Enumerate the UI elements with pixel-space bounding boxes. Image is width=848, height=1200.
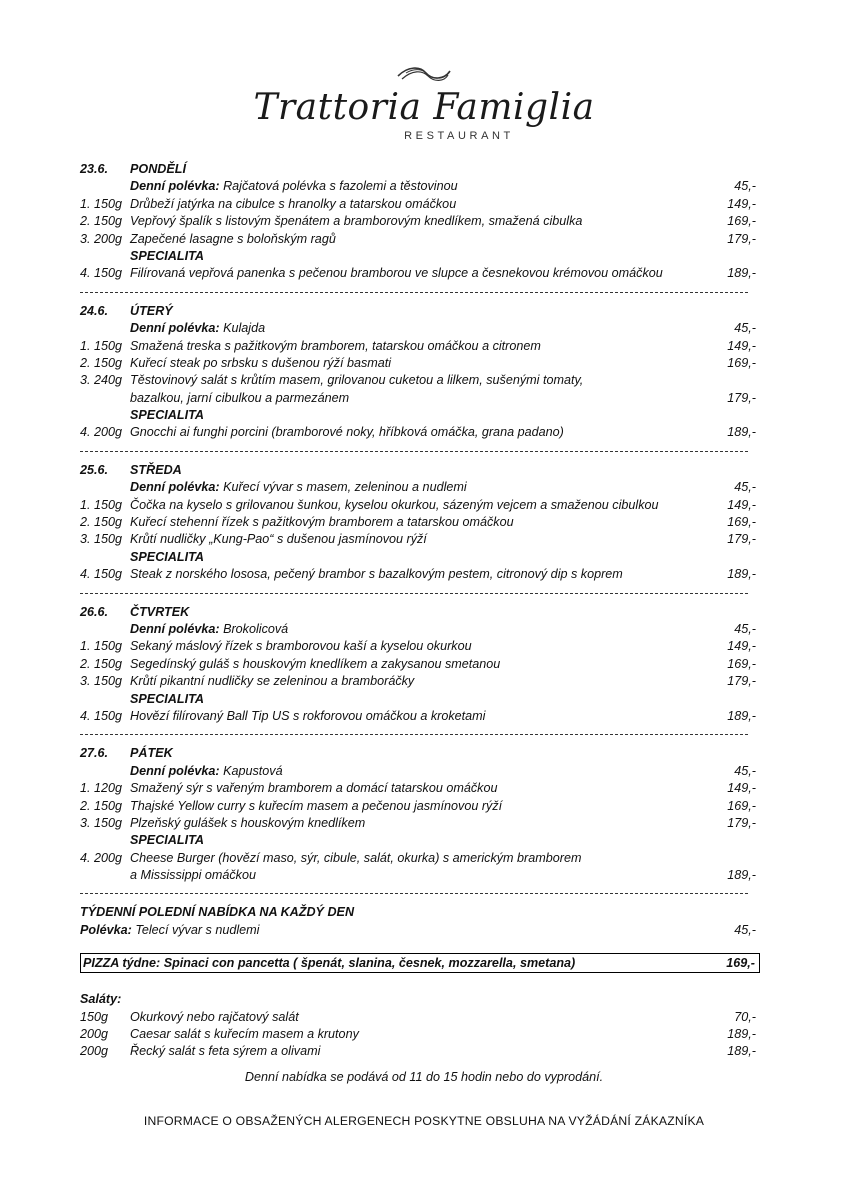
soup-name: Kuřecí vývar s masem, zeleninou a nudlemi xyxy=(223,480,467,495)
salad-price: 70,- xyxy=(734,1009,756,1024)
item-name: Smažená treska s pažitkovým bramborem, tatarskou omáčkou a citronem xyxy=(130,338,541,353)
menu-item-row xyxy=(80,798,760,815)
item-price: 169,- xyxy=(727,355,756,370)
day-date: 25.6. xyxy=(80,462,109,477)
item-name: Gnocchi ai funghi porcini (bramborové noky, hříbková omáčka, grana padano) xyxy=(130,425,564,440)
soup-row xyxy=(80,479,760,496)
salad-name: Okurkový nebo rajčatový salát xyxy=(130,1009,299,1024)
special-item-row xyxy=(80,850,760,867)
salad-row xyxy=(80,1043,760,1060)
special-label: SPECIALITA xyxy=(130,691,204,706)
menu-item-row xyxy=(80,372,760,389)
item-price: 169,- xyxy=(727,214,756,229)
daily-menu xyxy=(80,161,760,1061)
item-name: Steak z norského lososa, pečený brambor s bazalkovým pestem, citronový dip s koprem xyxy=(130,567,623,582)
item-weight: 1. 150g xyxy=(80,196,123,211)
salad-price: 189,- xyxy=(727,1027,756,1042)
pizza-of-week-box xyxy=(80,953,760,973)
soup-row xyxy=(80,621,760,638)
item-price: 169,- xyxy=(727,656,756,671)
soup-price: 45,- xyxy=(734,763,756,778)
special-label: SPECIALITA xyxy=(130,549,204,564)
soup-line xyxy=(130,178,458,195)
item-name: Krůtí pikantní nudličky se zeleninou a bramboráčky xyxy=(130,674,415,689)
item-price: 189,- xyxy=(727,708,756,723)
item-name: a Mississippi omáčkou xyxy=(130,868,256,883)
menu-item-row xyxy=(80,780,760,797)
soup-label: Denní polévka: xyxy=(130,480,220,495)
item-weight: 1. 150g xyxy=(80,639,123,654)
salad-weight: 200g xyxy=(80,1027,109,1042)
special-item-row xyxy=(80,265,760,282)
item-weight: 4. 200g xyxy=(80,850,123,865)
soup-name: Kulajda xyxy=(223,321,266,336)
item-weight: 1. 150g xyxy=(80,497,123,512)
menu-item-row xyxy=(80,531,760,548)
salad-name: Řecký salát s feta sýrem a olivami xyxy=(130,1044,321,1059)
restaurant-logo xyxy=(0,64,848,142)
soup-label: Denní polévka: xyxy=(130,179,220,194)
item-name: Thajské Yellow curry s kuřecím masem a pečenou jasmínovou rýží xyxy=(130,798,503,813)
item-weight: 1. 150g xyxy=(80,338,123,353)
item-weight: 2. 150g xyxy=(80,656,123,671)
soup-line xyxy=(130,320,265,337)
item-weight: 3. 150g xyxy=(80,532,123,547)
salads-list xyxy=(80,1009,760,1061)
salads-title: Saláty: xyxy=(80,992,122,1007)
soup-price: 45,- xyxy=(734,321,756,336)
day-separator xyxy=(80,286,748,293)
item-name: Hovězí filírovaný Ball Tip US s rokforovou omáčkou a kroketami xyxy=(130,708,486,723)
item-weight: 2. 150g xyxy=(80,214,123,229)
item-name: Filírovaná vepřová panenka s pečenou bramborou ve slupce a česnekovou krémovou omáčkou xyxy=(130,266,663,281)
day-date: 27.6. xyxy=(80,746,109,761)
item-weight: 4. 150g xyxy=(80,266,123,281)
item-price: 149,- xyxy=(727,497,756,512)
item-price: 149,- xyxy=(727,639,756,654)
day-name: PÁTEK xyxy=(130,746,173,761)
special-item-row xyxy=(80,867,760,884)
special-item-row xyxy=(80,566,760,583)
soup-label: Denní polévka: xyxy=(130,321,220,336)
soup-line xyxy=(130,763,283,780)
menu-item-row xyxy=(80,497,760,514)
item-price: 169,- xyxy=(727,515,756,530)
weekly-soup-price: 45,- xyxy=(734,922,756,937)
item-price: 189,- xyxy=(727,266,756,281)
soup-row xyxy=(80,320,760,337)
day-name: PONDĚLÍ xyxy=(130,162,186,176)
weekly-soup-label: Polévka: xyxy=(80,922,132,937)
salad-price: 189,- xyxy=(727,1044,756,1059)
special-label: SPECIALITA xyxy=(130,408,204,423)
item-weight: 1. 120g xyxy=(80,781,123,796)
soup-name: Kapustová xyxy=(223,763,283,778)
menu-item-row xyxy=(80,514,760,531)
item-price: 179,- xyxy=(727,231,756,246)
item-weight: 2. 150g xyxy=(80,515,123,530)
soup-label: Denní polévka: xyxy=(130,621,220,636)
item-weight: 3. 150g xyxy=(80,674,123,689)
item-price: 179,- xyxy=(727,532,756,547)
item-price: 189,- xyxy=(727,567,756,582)
menu-item-row xyxy=(80,656,760,673)
day-header-row xyxy=(80,462,760,479)
weekly-title-row xyxy=(80,904,760,921)
day-date: 23.6. xyxy=(80,162,109,176)
day-header-row xyxy=(80,745,760,762)
menu-item-row xyxy=(80,390,760,407)
soup-row xyxy=(80,178,760,195)
day-separator xyxy=(80,445,748,452)
special-label: SPECIALITA xyxy=(130,248,204,263)
item-price: 149,- xyxy=(727,338,756,353)
item-name: Cheese Burger (hovězí maso, sýr, cibule, salát, okurka) s americkým bramborem xyxy=(130,850,582,865)
menu-item-row xyxy=(80,815,760,832)
menu-item-row xyxy=(80,213,760,230)
pizza-price: 169,- xyxy=(726,956,755,971)
item-name: Těstovinový salát s krůtím masem, grilovanou cuketou a lilkem, sušenými tomaty, xyxy=(130,373,584,388)
item-name: Čočka na kyselo s grilovanou šunkou, kyselou okurkou, sázeným vejcem a smaženou cibulkou xyxy=(130,497,659,512)
special-item-row xyxy=(80,424,760,441)
item-price: 189,- xyxy=(727,868,756,883)
item-price: 189,- xyxy=(727,425,756,440)
soup-name: Rajčatová polévka s fazolemi a těstovinou xyxy=(223,179,458,194)
soup-price: 45,- xyxy=(734,480,756,495)
item-price: 169,- xyxy=(727,798,756,813)
item-weight: 3. 240g xyxy=(80,373,123,388)
item-weight: 4. 150g xyxy=(80,708,123,723)
item-name: Krůtí nudličky „Kung-Pao“ s dušenou jasmínovou rýží xyxy=(130,532,427,547)
day-separator xyxy=(80,887,748,894)
day-separator xyxy=(80,728,748,735)
soup-price: 45,- xyxy=(734,179,756,194)
soup-price: 45,- xyxy=(734,621,756,636)
menu-item-row xyxy=(80,638,760,655)
salad-weight: 200g xyxy=(80,1044,109,1059)
item-price: 179,- xyxy=(727,674,756,689)
special-label-row xyxy=(80,407,760,424)
pizza-text: PIZZA týdne: Spinaci con pancetta ( špenát, slanina, česnek, mozzarella, smetana) xyxy=(83,956,576,971)
serving-hours-note: Denní nabídka se podává od 11 do 15 hodin nebo do vyprodání. xyxy=(244,1070,604,1084)
item-name: Zapečené lasagne s boloňským ragů xyxy=(130,231,336,246)
day-name: ÚTERÝ xyxy=(130,303,173,318)
item-name: Kuřecí steak po srbsku s dušenou rýží basmati xyxy=(130,355,392,370)
menu-item-row xyxy=(80,355,760,372)
day-date: 26.6. xyxy=(80,604,109,619)
salad-row xyxy=(80,1026,760,1043)
soup-name: Brokolicová xyxy=(223,621,289,636)
special-label-row xyxy=(80,248,760,265)
special-label-row xyxy=(80,549,760,566)
item-name: Drůbeží jatýrka na cibulce s hranolky a tatarskou omáčkou xyxy=(130,196,457,211)
salad-name: Caesar salát s kuřecím masem a krutony xyxy=(130,1027,359,1042)
day-separator xyxy=(80,587,748,594)
menu-item-row xyxy=(80,673,760,690)
flourish-ornament-icon xyxy=(394,64,454,84)
item-weight: 4. 200g xyxy=(80,425,123,440)
weekly-soup: Telecí vývar s nudlemi xyxy=(135,922,260,937)
item-price: 179,- xyxy=(727,815,756,830)
item-weight: 3. 150g xyxy=(80,815,123,830)
special-item-row xyxy=(80,708,760,725)
day-header-row xyxy=(80,161,760,178)
menu-item-row xyxy=(80,196,760,213)
days-list xyxy=(80,161,760,894)
soup-line xyxy=(130,479,467,496)
day-header-row xyxy=(80,604,760,621)
weekly-soup-row xyxy=(80,922,760,939)
soup-label: Denní polévka: xyxy=(130,763,220,778)
item-name: Vepřový špalík s listovým špenátem a bramborovým knedlíkem, smažená cibulka xyxy=(130,214,583,229)
soup-line xyxy=(130,621,288,638)
restaurant-name: Trattoria Famiglia xyxy=(253,87,595,128)
item-name: bazalkou, jarní cibulkou a parmezánem xyxy=(130,390,350,405)
menu-item-row xyxy=(80,231,760,248)
item-name: Sekaný máslový řízek s bramborovou kaší a kyselou okurkou xyxy=(130,639,472,654)
item-price: 179,- xyxy=(727,390,756,405)
special-label: SPECIALITA xyxy=(130,833,204,848)
item-price: 149,- xyxy=(727,781,756,796)
salad-row xyxy=(80,1009,760,1026)
item-name: Smažený sýr s vařeným bramborem a domácí tatarskou omáčkou xyxy=(130,781,498,796)
item-name: Kuřecí stehenní řízek s pažitkovým bramborem a tatarskou omáčkou xyxy=(130,515,514,530)
day-name: ČTVRTEK xyxy=(130,604,190,619)
weekly-title: TÝDENNÍ POLEDNÍ NABÍDKA NA KAŽDÝ DEN xyxy=(80,905,355,920)
day-header-row xyxy=(80,303,760,320)
salad-weight: 150g xyxy=(80,1009,109,1024)
day-date: 24.6. xyxy=(80,303,109,318)
item-weight: 4. 150g xyxy=(80,567,123,582)
day-name: STŘEDA xyxy=(130,462,182,477)
item-weight: 3. 200g xyxy=(80,231,123,246)
special-label-row xyxy=(80,691,760,708)
item-name: Plzeňský gulášek s houskovým knedlíkem xyxy=(130,815,366,830)
item-weight: 2. 150g xyxy=(80,798,123,813)
restaurant-subtitle: RESTAURANT xyxy=(404,130,514,142)
item-price: 149,- xyxy=(727,196,756,211)
menu-item-row xyxy=(80,338,760,355)
soup-row xyxy=(80,763,760,780)
salads-title-row xyxy=(80,991,760,1008)
allergen-info: INFORMACE O OBSAŽENÝCH ALERGENECH POSKYTNE OBSLUHA NA VYŽÁDÁNÍ ZÁKAZNÍKA xyxy=(143,1114,705,1128)
item-weight: 2. 150g xyxy=(80,355,123,370)
item-name: Segedínský guláš s houskovým knedlíkem a zakysanou smetanou xyxy=(130,656,501,671)
special-label-row xyxy=(80,832,760,849)
